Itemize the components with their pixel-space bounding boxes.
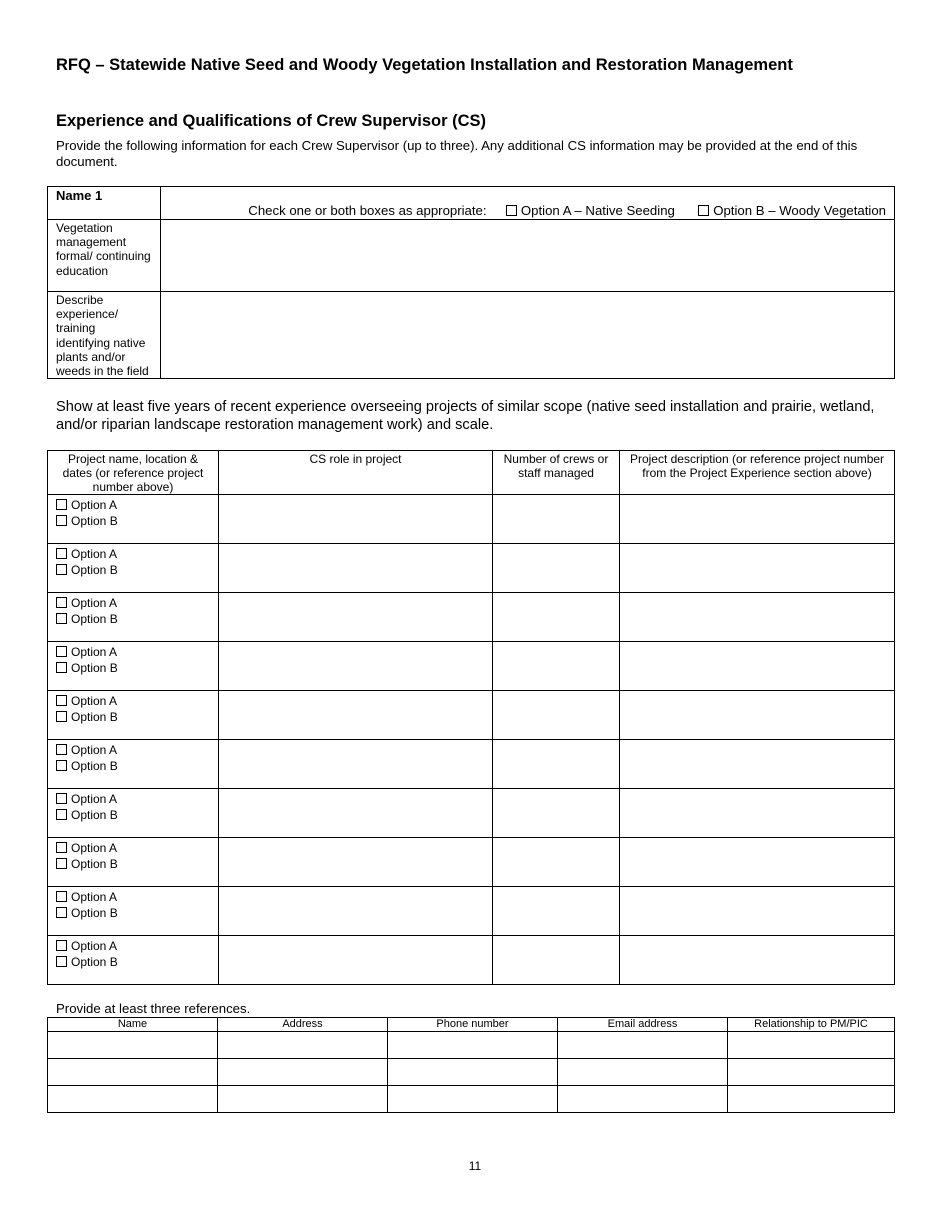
- project-options-cell: [48, 593, 219, 642]
- option-b-checkbox[interactable]: [56, 956, 67, 967]
- option-b-label: Option B: [71, 906, 118, 920]
- section-title: Experience and Qualifications of Crew Supervisor (CS): [56, 112, 487, 130]
- project-options-cell: [48, 838, 219, 887]
- option-a-label: Option A: [71, 498, 118, 512]
- option-b-label: Option B: [71, 808, 118, 822]
- option-b-checkbox[interactable]: [56, 711, 67, 722]
- option-b-checkbox[interactable]: [56, 760, 67, 771]
- option-a-checkbox[interactable]: [56, 695, 67, 706]
- option-a-label: Option A: [71, 841, 118, 855]
- project-description-field[interactable]: [620, 887, 895, 936]
- option-a-label: Option A: [71, 939, 118, 953]
- project-description-field[interactable]: [620, 593, 895, 642]
- experience-row: [48, 593, 895, 642]
- option-b-label: Option B: [71, 955, 118, 969]
- project-options-cell: [48, 642, 219, 691]
- project-description-field[interactable]: [620, 691, 895, 740]
- plant-id-experience-field[interactable]: [161, 292, 895, 379]
- ref-address-field[interactable]: [218, 1086, 388, 1113]
- project-options-cell: [48, 887, 219, 936]
- references-label: Provide at least three references.: [56, 1001, 251, 1016]
- project-description-field[interactable]: [620, 838, 895, 887]
- cs-role-field[interactable]: [219, 740, 493, 789]
- reference-row: [48, 1086, 895, 1113]
- option-a-checkbox[interactable]: [56, 646, 67, 657]
- col-crews-managed: Number of crews or staff managed: [493, 451, 620, 495]
- option-b-checkbox[interactable]: [56, 809, 67, 820]
- name-label: Name 1: [48, 187, 161, 220]
- reference-row: [48, 1032, 895, 1059]
- ref-name-field[interactable]: [48, 1086, 218, 1113]
- option-a-checkbox[interactable]: [56, 891, 67, 902]
- option-b-checkbox[interactable]: [56, 613, 67, 624]
- ref-name-field[interactable]: [48, 1032, 218, 1059]
- crews-managed-field[interactable]: [493, 544, 620, 593]
- page-number: 11: [468, 1159, 482, 1173]
- education-field[interactable]: [161, 220, 895, 292]
- option-b-checkbox[interactable]: [56, 662, 67, 673]
- option-a-checkbox[interactable]: [506, 205, 517, 216]
- experience-row: [48, 495, 895, 544]
- experience-row: [48, 691, 895, 740]
- col-cs-role: CS role in project: [219, 451, 493, 495]
- ref-col-phone: Phone number: [388, 1018, 558, 1032]
- section-intro: Provide the following information for each Crew Supervisor (up to three). Any additional CS information may be provided at the end of this document.: [56, 138, 858, 169]
- ref-col-address: Address: [218, 1018, 388, 1032]
- option-b-label: Option B: [71, 857, 118, 871]
- option-a-label: Option A: [71, 596, 118, 610]
- crews-managed-field[interactable]: [493, 838, 620, 887]
- ref-email-field[interactable]: [558, 1059, 728, 1086]
- ref-phone-field[interactable]: [388, 1032, 558, 1059]
- option-a-label: Option A: [71, 547, 118, 561]
- option-b-checkbox[interactable]: [56, 515, 67, 526]
- ref-address-field[interactable]: [218, 1059, 388, 1086]
- cs-role-field[interactable]: [219, 838, 493, 887]
- project-description-field[interactable]: [620, 544, 895, 593]
- ref-relationship-field[interactable]: [728, 1086, 895, 1113]
- ref-col-name: Name: [48, 1018, 218, 1032]
- project-options-cell: [48, 495, 219, 544]
- cs-role-field[interactable]: [219, 887, 493, 936]
- option-a-checkbox[interactable]: [56, 744, 67, 755]
- col-project-name: Project name, location & dates (or reference project number above): [48, 451, 219, 495]
- option-a-checkbox[interactable]: [56, 842, 67, 853]
- option-a-checkbox[interactable]: [56, 793, 67, 804]
- cs-role-field[interactable]: [219, 642, 493, 691]
- plant-id-experience-label: Describe experience/ training identifying native plants and/or weeds in the field: [48, 292, 161, 379]
- crews-managed-field[interactable]: [493, 691, 620, 740]
- option-a-label: Option A: [71, 743, 118, 757]
- option-b-checkbox[interactable]: [698, 205, 709, 216]
- project-description-field[interactable]: [620, 495, 895, 544]
- check-prompt: Check one or both boxes as appropriate:: [248, 203, 487, 218]
- col-project-description: Project description (or reference project number from the Project Experience section above): [620, 451, 895, 495]
- project-description-field[interactable]: [620, 740, 895, 789]
- option-check-row: [161, 187, 895, 220]
- ref-col-relationship: Relationship to PM/PIC: [728, 1018, 895, 1032]
- option-b-label: Option B: [71, 563, 118, 577]
- references-table: [47, 1017, 895, 1113]
- ref-phone-field[interactable]: [388, 1059, 558, 1086]
- cs-role-field[interactable]: [219, 593, 493, 642]
- cs-role-field[interactable]: [219, 691, 493, 740]
- project-description-field[interactable]: [620, 936, 895, 985]
- ref-address-field[interactable]: [218, 1032, 388, 1059]
- ref-email-field[interactable]: [558, 1032, 728, 1059]
- option-a-label: Option A: [71, 792, 118, 806]
- option-a-checkbox[interactable]: [56, 499, 67, 510]
- option-b-label: Option B: [71, 612, 118, 626]
- project-options-cell: [48, 691, 219, 740]
- reference-row: [48, 1059, 895, 1086]
- cs-role-field[interactable]: [219, 544, 493, 593]
- option-a-checkbox[interactable]: [56, 548, 67, 559]
- project-options-cell: [48, 936, 219, 985]
- option-a-checkbox[interactable]: [56, 940, 67, 951]
- project-description-field[interactable]: [620, 789, 895, 838]
- option-a-label: Option A: [71, 890, 118, 904]
- experience-row: [48, 838, 895, 887]
- project-description-field[interactable]: [620, 642, 895, 691]
- option-a-checkbox[interactable]: [56, 597, 67, 608]
- ref-col-email: Email address: [558, 1018, 728, 1032]
- experience-row: [48, 544, 895, 593]
- education-label: Vegetation management formal/ continuing education: [48, 220, 161, 292]
- ref-name-field[interactable]: [48, 1059, 218, 1086]
- option-a-label: Option A: [71, 645, 118, 659]
- option-b-label: Option B: [71, 514, 118, 528]
- ref-email-field[interactable]: [558, 1086, 728, 1113]
- cs-role-field[interactable]: [219, 495, 493, 544]
- ref-relationship-field[interactable]: [728, 1032, 895, 1059]
- cs-role-field[interactable]: [219, 936, 493, 985]
- option-b-label: Option B – Woody Vegetation: [713, 203, 886, 218]
- ref-phone-field[interactable]: [388, 1086, 558, 1113]
- crews-managed-field[interactable]: [493, 936, 620, 985]
- crews-managed-field[interactable]: [493, 495, 620, 544]
- project-experience-table: [47, 450, 895, 985]
- experience-row: [48, 740, 895, 789]
- experience-instruction: Show at least five years of recent experience overseeing projects of similar scope (native seed installation and prairie, wetland, and/or riparian landscape restoration management work) and scale.: [56, 399, 875, 433]
- crews-managed-field[interactable]: [493, 642, 620, 691]
- experience-row: [48, 789, 895, 838]
- option-b-label: Option B: [71, 710, 118, 724]
- crews-managed-field[interactable]: [493, 593, 620, 642]
- cs-role-field[interactable]: [219, 789, 493, 838]
- experience-row: [48, 936, 895, 985]
- crew-supervisor-name-table: [47, 186, 895, 379]
- project-options-cell: [48, 740, 219, 789]
- experience-row: [48, 887, 895, 936]
- option-a-label: Option A: [71, 694, 118, 708]
- crews-managed-field[interactable]: [493, 789, 620, 838]
- option-b-label: Option B: [71, 759, 118, 773]
- crews-managed-field[interactable]: [493, 740, 620, 789]
- experience-row: [48, 642, 895, 691]
- project-options-cell: [48, 544, 219, 593]
- project-options-cell: [48, 789, 219, 838]
- option-b-checkbox[interactable]: [56, 907, 67, 918]
- option-b-label: Option B: [71, 661, 118, 675]
- crews-managed-field[interactable]: [493, 887, 620, 936]
- option-b-checkbox[interactable]: [56, 858, 67, 869]
- option-a-label: Option A – Native Seeding: [520, 203, 675, 218]
- ref-relationship-field[interactable]: [728, 1059, 895, 1086]
- option-b-checkbox[interactable]: [56, 564, 67, 575]
- document-title: RFQ – Statewide Native Seed and Woody Vegetation Installation and Restoration Management: [56, 56, 793, 74]
